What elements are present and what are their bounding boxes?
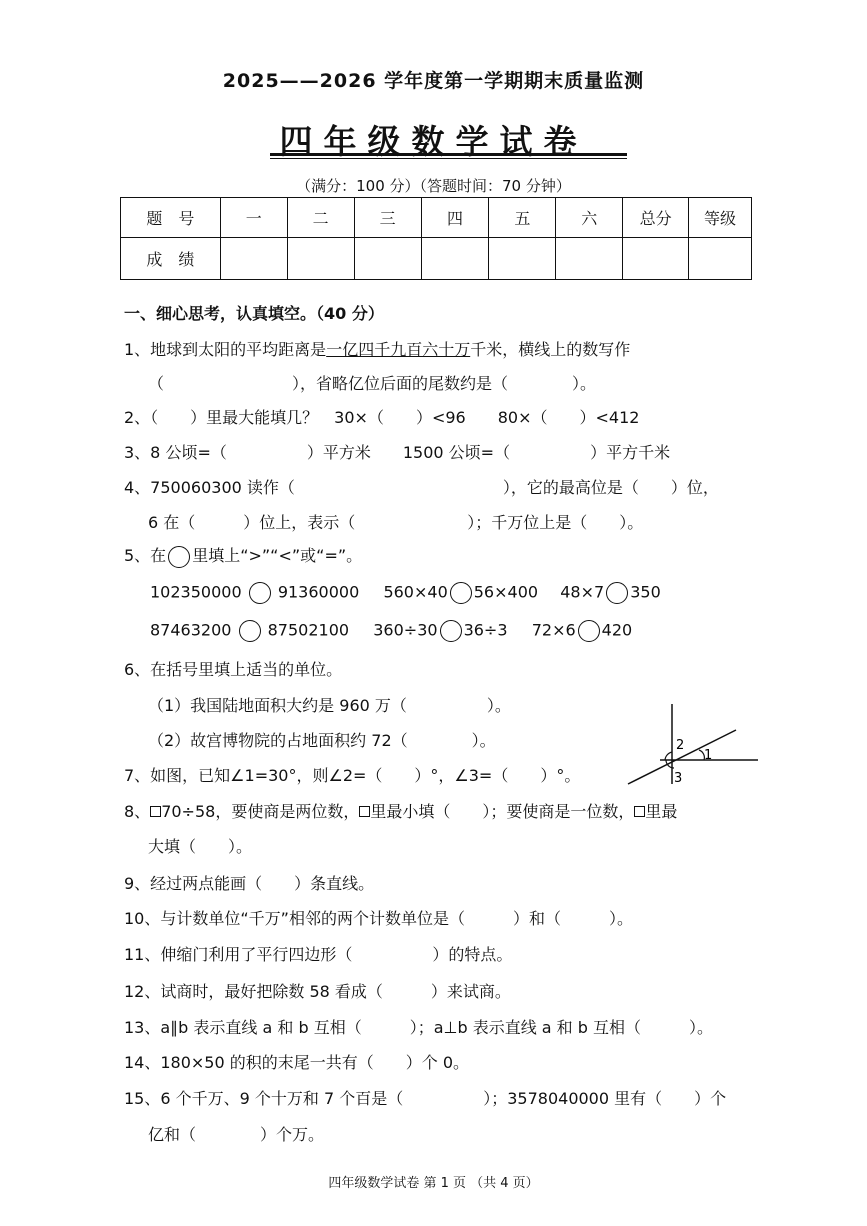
question-14: 14、180×50 的积的末尾一共有（ ）个 0。 [124, 1053, 470, 1072]
question-1-line-2: （ ），省略亿位后面的尾数约是（ ）。 [148, 374, 597, 393]
q5-r1-b: 91360000 [277, 582, 360, 602]
score-header-1: 一 [220, 198, 287, 238]
score-table [120, 197, 752, 280]
compare-circle-icon[interactable] [249, 582, 271, 604]
q8-part1: 8、 [124, 802, 151, 821]
score-header-2: 二 [287, 198, 354, 238]
q5-prefix: 5、在 [124, 546, 167, 565]
score-row-label: 成 绩 [121, 238, 221, 280]
q5-r2-f: 420 [601, 620, 633, 640]
score-header-4: 四 [421, 198, 489, 238]
score-header-3: 三 [354, 198, 421, 238]
score-cell [421, 238, 489, 280]
q5-suffix: 里填上“>”“<”或“=”。 [192, 546, 363, 565]
q5-r2-d: 36÷3 [463, 620, 508, 640]
q5-r2-e: 72×6 [531, 620, 576, 640]
title-underline-thick [270, 153, 627, 156]
title-underline-thin [270, 158, 627, 159]
q5-r2-c: 360÷30 [373, 620, 438, 640]
angle-figure [624, 702, 764, 792]
compare-circle-icon[interactable] [450, 582, 472, 604]
score-cell [623, 238, 689, 280]
compare-circle-icon [168, 546, 190, 568]
question-4-line-1: 4、750060300 读作（ ），它的最高位是（ ）位， [124, 478, 719, 497]
question-15-line-1: 15、6 个千万、9 个十万和 7 个百是（ ）；3578040000 里有（ ）个 [124, 1089, 727, 1108]
angle-arc-2 [665, 752, 672, 760]
question-4-line-2: 6 在（ ）位上，表示（ ）；千万位上是（ ）。 [148, 513, 644, 532]
angle-label-1: 1 [704, 748, 713, 763]
question-12: 12、试商时，最好把除数 58 看成（ ）来试商。 [124, 982, 511, 1001]
compare-circle-icon[interactable] [606, 582, 628, 604]
q5-r1-f: 350 [630, 582, 661, 602]
score-cell [689, 238, 752, 280]
score-header-6: 六 [556, 198, 623, 238]
question-13: 13、a∥b 表示直线 a 和 b 互相（ ）；a⊥b 表示直线 a 和 b 互相（ ）。 [124, 1018, 714, 1037]
q1-prefix: 1、地球到太阳的平均距离是 [124, 340, 327, 359]
q8-part4: 里最 [645, 802, 678, 821]
q1-underlined-number: 一亿四千九百六十万 [326, 340, 471, 359]
q8-part3: 里最小填（ ）；要使商是一位数， [370, 802, 635, 821]
question-1-line-1 [124, 337, 630, 360]
exam-term-title: 2025——2026 学年度第一学期期末质量监测 [222, 70, 645, 92]
question-6-title: 6、在括号里填上适当的单位。 [124, 660, 343, 679]
question-2: 2、（ ）里最大能填几？ 30×（ ）<96 80×（ ）<412 [124, 408, 640, 427]
angle-label-3: 3 [674, 771, 683, 786]
exam-subject-title: 四年级数学试卷 [279, 122, 588, 161]
q5-r1-a: 102350000 [150, 582, 242, 602]
question-5-instruction [124, 543, 362, 568]
question-10: 10、与计数单位“千万”相邻的两个计数单位是（ ）和（ ）。 [124, 909, 633, 928]
score-cell [287, 238, 354, 280]
page-footer: 四年级数学试卷 第 1 页 （共 4 页） [328, 1176, 539, 1191]
question-5-row-1 [150, 582, 661, 604]
exam-meta: （满分：100 分）（答题时间：70 分钟） [296, 177, 571, 195]
score-header-grade: 等级 [689, 198, 752, 238]
score-header-5: 五 [489, 198, 556, 238]
compare-circle-icon[interactable] [440, 620, 462, 642]
compare-circle-icon[interactable] [578, 620, 600, 642]
blank-box-icon [634, 806, 645, 817]
score-cell [220, 238, 287, 280]
question-7: 7、如图，已知∠1=30°，则∠2=（ ）°，∠3=（ ）°。 [124, 766, 581, 785]
q1-suffix: 千米，横线上的数写作 [470, 340, 631, 359]
question-3: 3、8 公顷=（ ）平方米 1500 公顷=（ ）平方千米 [124, 443, 671, 462]
section-1-title: 一、细心思考，认真填空。（40 分） [124, 304, 384, 323]
question-6-sub-2: （2）故宫博物院的占地面积约 72（ ）。 [148, 731, 496, 750]
q5-r2-a: 87463200 [150, 620, 232, 640]
score-cell [556, 238, 623, 280]
question-6-sub-1: （1）我国陆地面积大约是 960 万（ ）。 [148, 696, 511, 715]
q5-r1-d: 56×400 [473, 582, 539, 602]
score-cell [489, 238, 556, 280]
question-11: 11、伸缩门利用了平行四边形（ ）的特点。 [124, 945, 513, 964]
question-15-line-2: 亿和（ ）个万。 [148, 1125, 325, 1144]
question-8-line-1 [124, 799, 677, 822]
question-8-line-2: 大填（ ）。 [148, 837, 253, 856]
angle-label-2: 2 [676, 738, 685, 753]
question-9: 9、经过两点能画（ ）条直线。 [124, 874, 375, 893]
compare-circle-icon[interactable] [239, 620, 261, 642]
blank-box-icon [359, 806, 370, 817]
question-5-row-2 [150, 620, 632, 642]
q5-r2-b: 87502100 [267, 620, 350, 640]
score-header-label: 题 号 [121, 198, 221, 238]
blank-box-icon [150, 806, 161, 817]
q5-r1-c: 560×40 [383, 582, 448, 602]
score-cell [354, 238, 421, 280]
q5-r1-e: 48×7 [560, 582, 605, 602]
score-header-total: 总分 [623, 198, 689, 238]
q8-part2: 70÷58，要使商是两位数， [161, 802, 360, 821]
